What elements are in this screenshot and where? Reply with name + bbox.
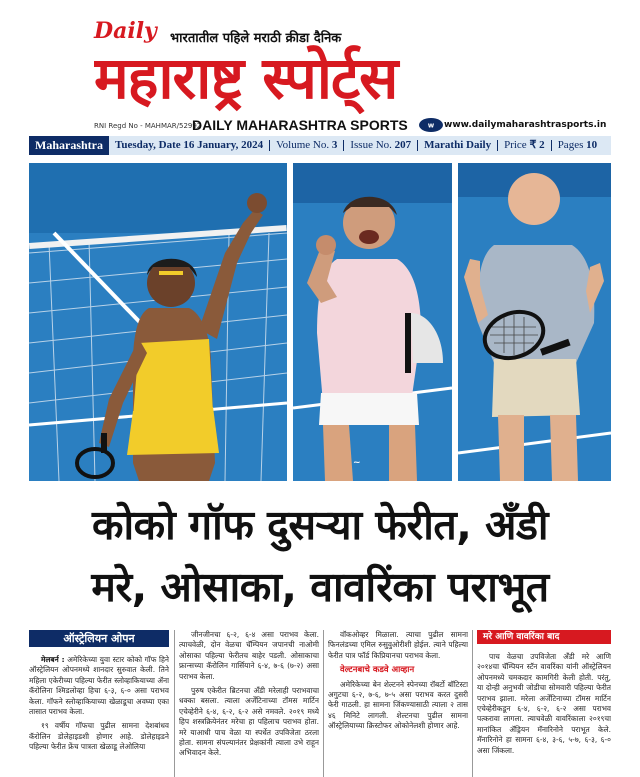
photo-strip bbox=[29, 163, 611, 481]
svg-text:~: ~ bbox=[353, 458, 361, 468]
column-divider bbox=[323, 630, 324, 777]
svg-text:w: w bbox=[427, 121, 435, 130]
article-paragraph-1: मेलबर्न : अमेरिकेच्या युवा स्टार कोको गॉफ हिने ऑस्ट्रेलियन ओपनमध्ये शानदार सुरुवात केली. तिने महिला एकेरीच्या पहिल्या फेरीत स्लोव्हाकियाच्या ॲना कॅरोलिना श्मिडलोव्हा हिचा ६-३, ६-० असा पराभव केला. गॉफने स्लोव्हाकियाच्या खेळाडूचा अवघ्या एका तासात पराभव केला. bbox=[29, 655, 169, 717]
volume-number: Volume No. 3 bbox=[270, 140, 344, 151]
article-paragraph-2: १९ वर्षीय गॉफचा पुढील सामना देशबांधव कॅरोलिन डोलेहाइडशी होणार आहे. डोलेहाइडने पहिल्या फेरीत फ्रेंच पात्रता खेळाडू लेओलिया bbox=[29, 721, 169, 752]
rni-number: RNI Regd No - MAHMAR/52992 bbox=[94, 122, 202, 130]
language-label: Marathi Daily bbox=[418, 140, 498, 151]
photo-stan-wawrinka bbox=[293, 163, 452, 481]
photo-adrian-mannarino bbox=[458, 163, 611, 481]
tagline: भारतातील पहिले मराठी क्रीडा दैनिक bbox=[170, 31, 342, 46]
column-divider bbox=[174, 630, 175, 777]
photo-coco-gauff bbox=[29, 163, 287, 481]
article-paragraph-3: जीनजीनचा ६-२, ६-४ असा पराभव केला. त्याचवेळी, दोन वेळचा चॅम्पियन जपानची नाओमी ओसाका पहिल्या फेरीतच बाहेर पडली. ओसाकाचा फ्रान्सच्या कॅरोलिन गार्सियाने ६-४, ७-६ (७-२) असा पराभव केला. bbox=[179, 630, 319, 681]
newspaper-title: महाराष्ट्र स्पोर्ट्स bbox=[94, 44, 398, 112]
main-headline bbox=[29, 494, 611, 618]
state-label: Maharashtra bbox=[29, 136, 109, 155]
article-paragraph-7: पाच वेळचा उपविजेता अँडी मरे आणि २०१४चा चॅम्पियन स्टॅन वावरिंका यांनी ऑस्ट्रेलियन ओपनमध्ये चमकदार कामगिरी केली होती. परंतु, या दोन्ही अनुभवी जोडीचा सोमवारी पहिल्या फेरीत पराभव झाला. मरेला अर्जेंटिनाच्या टॉमस मार्टिन एचेव्हेरीकडून ६-४, ६-२, ६-२ असा पराभव पत्करावा लागला. त्याचवेळी वावरिंकाला २०१९चा मानांकित ॲड्रियन मॅनारिनोने पराभूत केले. मॅनारिनोने हा सामना ६-४, ३-६, ५-७, ६-३, ६-० असा जिंकला. bbox=[477, 652, 611, 755]
english-title: DAILY MAHARASHTRA SPORTS bbox=[192, 117, 408, 133]
headline-line-2: मरे, ओसाका, वावरिंका पराभूत bbox=[91, 563, 549, 611]
issue-info-bar bbox=[29, 136, 611, 155]
article-column-3 bbox=[328, 630, 468, 777]
headline-line-1: कोको गॉफ दुसऱ्या फेरीत, अँडी bbox=[92, 501, 548, 549]
article-paragraph-5: वॉकओव्हर मिळाला. त्याचा पुढील सामना फिनलंडच्या एमिल रुसुवुओरीशी होईल. त्याने पहिल्या फेरीत पात्र फॉर्ड किप्रियानचा पराभव केला. bbox=[328, 630, 468, 660]
website-link[interactable]: www.dailymaharashtrasports.in bbox=[444, 120, 607, 130]
article-column-1 bbox=[29, 630, 169, 777]
section-label: ऑस्ट्रेलियन ओपन bbox=[29, 630, 169, 647]
article-paragraph-4: पुरुष एकेरीत ब्रिटनचा अँडी मरेलाही पराभवाचा धक्का बसला. त्याला अर्जेंटिनाच्या टॉमस मार्टिन एचेव्हेरीने ६-४, ६-२, ६-२ असे नमवले. २०१९ मध्ये हिप शस्त्रक्रियेनंतर मरेचा हा पहिलाच पराभव होता. मरे याआधी पाच वेळा या स्पर्धेत उपविजेता ठरला होता. सामना संपल्यानंतर प्रेक्षकांनी त्याला उभे राहून अभिवादन केले. bbox=[179, 686, 319, 758]
article-paragraph-6: अमेरिकेच्या बेन शेल्टनने स्पेनच्या रॉबर्टो बॉटिस्टा अगुटचा ६-२, ७-६, ७-५ असा पराभव करत दुसरी फेरी गाठली. हा सामना जिंकण्यासाठी त्याला २ तास ४६ मिनिटे लागली. शेल्टनचा पुढील सामना ऑस्ट्रेलियाच्या क्रिस्टोफर ओकोनेलशी होणार आहे. bbox=[328, 679, 468, 731]
column-divider bbox=[472, 630, 473, 777]
article-column-4 bbox=[477, 630, 611, 777]
price: Price ₹ 2 bbox=[498, 140, 552, 151]
subheading-shelton: वेल्टनबाचे कडवे आव्हान bbox=[340, 665, 415, 676]
issue-number: Issue No. 207 bbox=[344, 140, 418, 151]
web-globe-icon bbox=[418, 117, 444, 133]
page-count: Pages 10 bbox=[557, 139, 598, 151]
article-column-2 bbox=[179, 630, 319, 777]
daily-label: Daily bbox=[94, 18, 157, 44]
masthead bbox=[0, 0, 640, 136]
subheading-murray-wawrinka: मरे आणि वावरिंका बाद bbox=[477, 630, 611, 644]
issue-date: Tuesday, Date 16 January, 2024 bbox=[109, 140, 270, 151]
